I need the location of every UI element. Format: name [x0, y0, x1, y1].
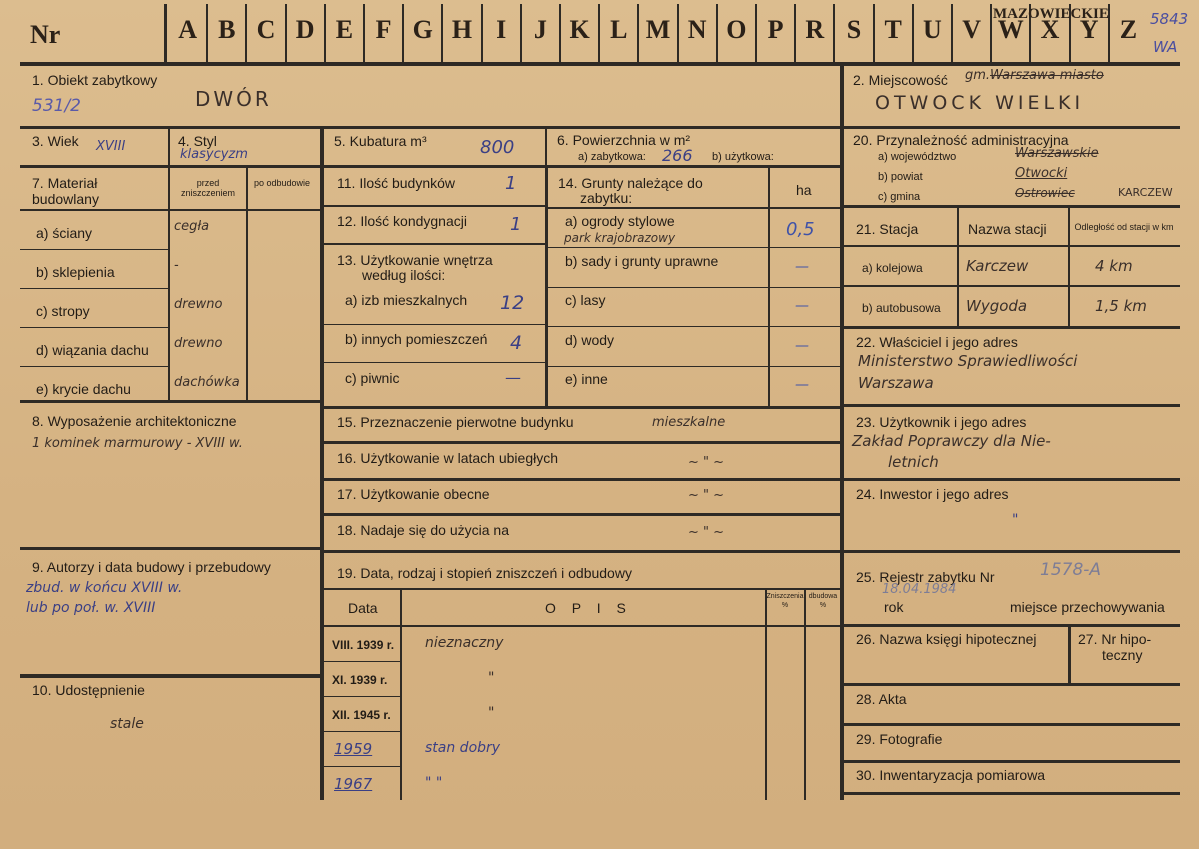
powiat-value: Otwocki	[1015, 166, 1068, 181]
zn-col-2	[765, 590, 767, 800]
grunty-row-rule	[548, 366, 840, 367]
label-miejscowosc: 2. Miejscowość	[853, 72, 948, 88]
wiek-value: XVIII	[96, 139, 126, 154]
letter-separator	[637, 4, 639, 62]
left-rule-9	[20, 547, 320, 550]
autorzy-line1: zbud. w końcu XVIII w.	[26, 580, 183, 596]
mid-rule-16	[324, 441, 840, 444]
obecne-value: ~ " ~	[688, 488, 725, 503]
label-uzytkowanie-1: 13. Użytkowanie wnętrza	[337, 252, 493, 268]
inwestor-value: "	[1012, 512, 1019, 528]
letter-separator	[794, 4, 796, 62]
label-pow-zabytkowa: a) zabytkowa:	[578, 151, 646, 163]
letter-separator	[755, 4, 757, 62]
wyposazenie-value: 1 kominek marmurowy - XVIII w.	[32, 436, 243, 451]
wlasciciel-line2: Warszawa	[858, 374, 934, 392]
letter-n: N	[687, 15, 707, 44]
zn-row-date: VIII. 1939 r.	[332, 638, 395, 652]
grunty-row-label: b) sady i grunty uprawne	[565, 252, 719, 269]
zn-row-rule	[324, 731, 402, 732]
letter-separator	[402, 4, 404, 62]
nr-label: Nr	[30, 20, 61, 49]
letter-r: R	[805, 15, 825, 44]
gmina-struck: Ostrowiec	[1015, 186, 1075, 200]
divider-mid	[545, 168, 548, 408]
region-stamp: MAZOWIECKIE	[993, 6, 1109, 22]
obiekt-value: DWÓR	[195, 87, 272, 111]
divider-kubatura	[545, 128, 547, 166]
col-zniszczenia: Zniszczenia %	[766, 593, 804, 609]
grunty-head-rule	[548, 207, 840, 209]
letter-z: Z	[1119, 15, 1138, 44]
mid-rule-3	[324, 324, 545, 325]
letter-separator	[716, 4, 718, 62]
material-row-rule	[20, 366, 170, 367]
col-opis: O P I S	[545, 600, 632, 616]
zn-row-date: 1959	[334, 740, 373, 758]
letter-i: I	[496, 15, 507, 44]
divider-v-left	[320, 128, 324, 800]
letter-separator	[324, 4, 326, 62]
corner-code-1: 5843	[1150, 10, 1189, 28]
right-rule-23	[844, 404, 1180, 407]
zn-row-desc: "	[488, 705, 495, 721]
material-row-before: cegła	[174, 219, 210, 234]
zn-row-date: XII. 1945 r.	[332, 708, 391, 722]
rejestr-number: 1578-A	[1040, 560, 1102, 580]
letter-x: X	[1040, 15, 1060, 44]
zn-row-date: 1967	[334, 775, 373, 793]
letter-separator	[520, 4, 522, 62]
letter-u: U	[923, 15, 942, 44]
col-przed: przed zniszczeniem	[180, 178, 236, 198]
corner-code-2: WA	[1153, 38, 1178, 56]
mid-rule-19	[324, 550, 840, 553]
zn-row-desc: stan dobry	[425, 740, 501, 756]
latach-value: ~ " ~	[688, 455, 725, 470]
letter-o: O	[726, 15, 747, 44]
label-woj: a) województwo	[878, 151, 957, 163]
stacja-row-label: b) autobusowa	[862, 301, 941, 315]
material-row-rule	[20, 249, 170, 250]
row-rule-2b	[324, 165, 840, 168]
label-nadaje: 18. Nadaje się do użycia na	[337, 522, 509, 538]
letter-y: Y	[1079, 15, 1099, 44]
row-rule-1	[20, 126, 1180, 129]
col-data: Data	[348, 600, 378, 616]
letter-c: C	[256, 15, 276, 44]
label-zniszczenia: 19. Data, rodzaj i stopień zniszczeń i odbudowy	[337, 565, 632, 581]
label-ilosc-kondygnacji: 12. Ilość kondygnacji	[337, 213, 467, 229]
left-rule-8	[20, 400, 320, 403]
grunty-row-rule	[548, 326, 840, 327]
mid-rule-1	[324, 205, 545, 207]
zn-row-desc: "	[488, 670, 495, 686]
divider-v-right	[840, 62, 844, 128]
pow-zabytkowa-value: 266	[662, 146, 693, 165]
label-wyposazenie: 8. Wyposażenie architektoniczne	[32, 413, 237, 429]
zn-head-rule	[324, 625, 840, 627]
label-innych: b) innych pomieszczeń	[345, 331, 488, 347]
zn-row-desc: nieznaczny	[425, 635, 504, 651]
material-row-label: e) krycie dachu	[36, 381, 131, 397]
miejscowosc-prefix: gm.	[965, 68, 991, 83]
label-grunty-2: zabytku:	[580, 190, 633, 206]
letter-separator	[833, 4, 835, 62]
zn-row-rule	[324, 766, 402, 767]
label-wlasciciel: 22. Właściciel i jego adres	[856, 334, 1018, 350]
styl-value: klasycyzm	[180, 147, 248, 162]
grunty-row-ha: 0,5	[786, 219, 815, 240]
letter-l: L	[610, 15, 628, 44]
letter-k: K	[569, 15, 590, 44]
letter-m: M	[645, 15, 671, 44]
letter-g: G	[412, 15, 433, 44]
right-rule-26	[844, 624, 1180, 627]
label-ha: ha	[796, 182, 812, 198]
mid-rule-17	[324, 478, 840, 481]
label-ilosc-budynkow: 11. Ilość budynków	[337, 175, 456, 191]
grunty-row-note: park krajobrazowy	[564, 231, 676, 245]
zn-row-desc: " "	[425, 775, 443, 791]
letter-separator	[285, 4, 287, 62]
label-rok: rok	[884, 599, 904, 615]
header-rule	[20, 62, 1180, 66]
right-rule-29	[844, 723, 1180, 726]
col-odbudowa: dbudowa %	[808, 593, 838, 609]
letter-j: J	[533, 15, 547, 44]
left-rule-10	[20, 674, 320, 678]
stacja-row-label: a) kolejowa	[862, 261, 923, 275]
mid-rule-18	[324, 513, 840, 516]
label-obiekt: 1. Obiekt zabytkowy	[32, 72, 158, 88]
zn-col-3	[804, 590, 806, 800]
miejscowosc-struck: Warszawa miasto	[990, 68, 1104, 83]
label-udostepnienie: 10. Udostępnienie	[32, 682, 145, 698]
label-powierzchnia: 6. Powierzchnia w m²	[557, 132, 691, 148]
label-piwnic: c) piwnic	[345, 370, 400, 386]
label-uzytkowanie-2: według ilości:	[362, 267, 446, 283]
material-row-label: d) wiązania dachu	[36, 342, 149, 358]
uzytkownik-line2: letnich	[888, 453, 939, 471]
label-przynaleznosc: 20. Przynależność administracyjna	[853, 132, 1069, 148]
grunty-row-rule	[548, 287, 840, 288]
grunty-row-rule	[548, 247, 840, 248]
label-latach: 16. Użytkowanie w latach ubiegłych	[337, 450, 559, 466]
wlasciciel-line1: Ministerstwo Sprawiedliwości	[858, 352, 1078, 370]
ilosc-kondygnacji-value: 1	[510, 214, 522, 235]
material-row-label: a) ściany	[36, 225, 93, 241]
material-row-before: -	[174, 258, 179, 273]
label-nr-hipo-1: 27. Nr hipo-	[1078, 631, 1152, 647]
mat-head-rule	[20, 209, 320, 211]
divider-v-right-main	[840, 128, 844, 800]
label-nr-hipo-2: teczny	[1102, 647, 1143, 663]
mid-rule-15	[324, 406, 840, 409]
izb-value: 12	[500, 292, 525, 314]
label-obecne: 17. Użytkowanie obecne	[337, 486, 490, 502]
letter-separator	[559, 4, 561, 62]
zn-row-rule	[324, 661, 402, 662]
letter-e: E	[335, 15, 354, 44]
label-kubatura: 5. Kubatura m³	[334, 133, 427, 149]
material-row-label: b) sklepienia	[36, 264, 115, 280]
label-styl: 4. Styl	[178, 133, 217, 149]
obiekt-code: 531/2	[32, 96, 81, 116]
label-autorzy: 9. Autorzy i data budowy i przebudowy	[32, 559, 271, 575]
letter-w: W	[997, 15, 1024, 44]
label-gmina: c) gmina	[878, 191, 921, 203]
rok-value: 18.04.1984	[882, 582, 957, 597]
grunty-row-ha: —	[795, 337, 809, 354]
letter-separator	[951, 4, 953, 62]
right-rule-bottom	[844, 792, 1180, 795]
letter-d: D	[295, 15, 315, 44]
letter-h: H	[451, 15, 473, 44]
nadaje-value: ~ " ~	[688, 525, 725, 540]
zn-col-1	[400, 590, 402, 800]
letter-separator	[990, 4, 992, 62]
right-rule-24	[844, 478, 1180, 481]
mid-rule-2	[324, 243, 545, 245]
label-akta: 28. Akta	[856, 691, 907, 707]
material-row-label: c) stropy	[36, 303, 90, 319]
label-przeznaczenie: 15. Przeznaczenie pierwotne budynku	[337, 414, 574, 430]
grunty-col	[768, 168, 770, 408]
letter-separator	[677, 4, 679, 62]
right-rule-30	[844, 760, 1180, 763]
gmina-value: KARCZEW	[1118, 186, 1173, 199]
stacja-row-distance: 1,5 km	[1095, 297, 1147, 315]
letter-separator	[912, 4, 914, 62]
material-row-before: drewno	[174, 297, 223, 312]
label-stacja: 21. Stacja	[856, 221, 919, 237]
kubatura-value: 800	[480, 137, 515, 158]
label-material: 7. Materiał budowlany	[32, 175, 99, 207]
stacja-row-name: Wygoda	[966, 297, 1028, 315]
udostepnienie-value: stale	[110, 716, 144, 732]
piwnic-value: —	[505, 368, 521, 387]
label-izb: a) izb mieszkalnych	[345, 292, 468, 308]
grunty-row-label: d) wody	[565, 331, 615, 348]
przeznaczenie-value: mieszkalne	[652, 415, 726, 430]
header-divider	[164, 4, 167, 62]
material-row-before: dachówka	[174, 375, 240, 390]
label-rejestr: 25. Rejestr zabytku Nr	[856, 569, 995, 585]
grunty-row-label: a) ogrody stylowe	[565, 213, 675, 229]
letter-a: A	[178, 15, 197, 44]
label-powiat: b) powiat	[878, 171, 923, 183]
mat-col-2	[246, 168, 248, 400]
uzytkownik-line1: Zakład Poprawczy dla Nie-	[852, 432, 1051, 450]
letter-v: V	[962, 15, 981, 44]
grunty-row-ha: —	[795, 377, 809, 393]
grunty-row-label: e) inne	[565, 371, 608, 387]
letter-s: S	[846, 15, 862, 44]
ksiega-col	[1068, 626, 1071, 686]
right-rule-25	[844, 550, 1180, 553]
letter-separator	[873, 4, 875, 62]
grunty-row-label: c) lasy	[565, 292, 606, 308]
material-row-rule	[20, 327, 170, 328]
grunty-row-ha: —	[795, 258, 809, 275]
col-po: po odbudowie	[253, 178, 311, 188]
label-uzytkownik: 23. Użytkownik i jego adres	[856, 414, 1027, 430]
stacja-row-distance: 4 km	[1095, 257, 1133, 275]
letter-separator	[245, 4, 247, 62]
stacja-col-1	[957, 208, 959, 328]
label-pow-uzytkowa: b) użytkowa:	[712, 151, 774, 163]
label-miejsce: miejsce przechowywania	[1010, 599, 1165, 615]
stacja-row-rule	[844, 285, 1180, 287]
right-rule-1	[844, 205, 1180, 208]
label-grunty-1: 14. Grunty należące do	[558, 175, 703, 191]
stacja-row-name: Karczew	[966, 257, 1029, 275]
label-fotografie: 29. Fotografie	[856, 731, 943, 747]
letter-t: T	[884, 15, 902, 44]
divider-wiek	[168, 128, 170, 166]
autorzy-line2: lub po poł. w. XVIII	[26, 600, 156, 616]
material-row-before: drewno	[174, 336, 223, 351]
zn-row-date: XI. 1939 r.	[332, 673, 388, 687]
zn-row-rule	[324, 696, 402, 697]
letter-separator	[598, 4, 600, 62]
right-rule-2	[844, 326, 1180, 329]
stacja-col-2	[1068, 208, 1070, 328]
right-rule-28	[844, 683, 1180, 686]
letter-separator	[481, 4, 483, 62]
letter-b: B	[218, 15, 236, 44]
label-odleglosc: Odległość od stacji w km	[1074, 222, 1174, 232]
letter-separator	[441, 4, 443, 62]
letter-separator	[206, 4, 208, 62]
label-inwentaryzacja: 30. Inwentaryzacja pomiarowa	[856, 767, 1046, 783]
letter-separator	[363, 4, 365, 62]
label-wiek: 3. Wiek	[32, 133, 79, 149]
stacja-head-rule	[844, 245, 1180, 247]
woj-value: Warszawskie	[1015, 146, 1099, 161]
letter-f: F	[375, 15, 392, 44]
label-nazwa-stacji: Nazwa stacji	[968, 221, 1047, 237]
letter-p: P	[767, 15, 784, 44]
label-ksiega: 26. Nazwa księgi hipotecznej	[856, 631, 1037, 647]
miejscowosc-value: OTWOCK WIELKI	[875, 92, 1085, 114]
grunty-row-ha: —	[795, 298, 809, 314]
row-rule-2a	[20, 165, 320, 168]
ilosc-budynkow-value: 1	[505, 173, 517, 194]
label-inwestor: 24. Inwestor i jego adres	[856, 486, 1009, 502]
mid-rule-4	[324, 362, 545, 363]
material-row-rule	[20, 288, 170, 289]
innych-value: 4	[510, 332, 523, 354]
